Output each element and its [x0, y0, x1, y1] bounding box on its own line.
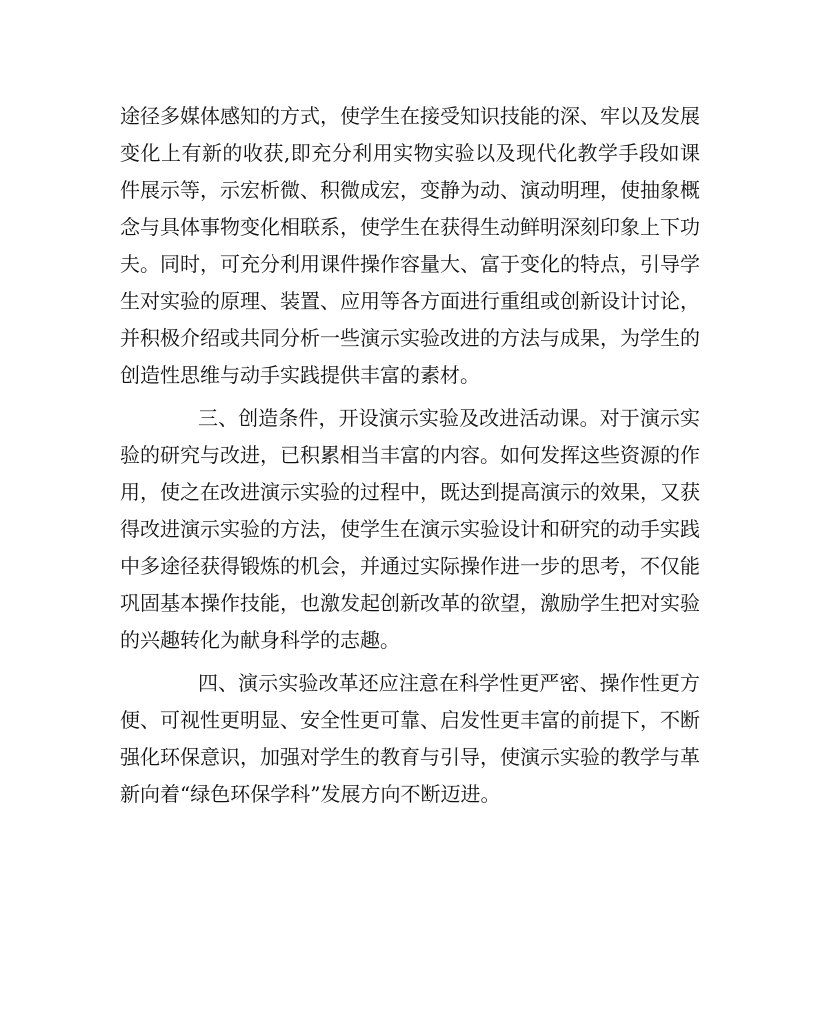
- paragraph-continuation: 途径多媒体感知的方式，使学生在接受知识技能的深、牢以及发展变化上有新的收获,即充分利用实物实验以及现代化教学手段如课件展示等，示宏析微、积微成宏，变静为动、演动明理，使抽象概念与具体事物变化相联系，使学生在获得生动鲜明深刻印象上下功夫。同时，可充分利用课件操作容量大、富于变化的特点，引导学生对实验的原理、装置、应用等各方面进行重组或创新设计讨论，并积极介绍或共同分析一些演示实验改进的方法与成果，为学生的创造性思维与动手实践提供丰富的素材。: [120, 104, 700, 387]
- document-body: [120, 98, 700, 819]
- paragraph-section-three: 三、创造条件，开设演示实验及改进活动课。对于演示实验的研究与改进，已积累相当丰富的内容。如何发挥这些资源的作用，使之在改进演示实验的过程中，既达到提高演示的效果，又获得改进演示实验的方法，使学生在演示实验设计和研究的动手实践中多途径获得锻炼的机会，并通过实际操作进一步的思考，不仅能巩固基本操作技能，也激发起创新改革的欲望，激励学生把对实验的兴趣转化为献身科学的志趣。: [120, 406, 700, 652]
- paragraph-section-four: 四、演示实验改革还应注意在科学性更严密、操作性更方便、可视性更明显、安全性更可靠、启发性更丰富的前提下，不断强化环保意识，加强对学生的教育与引导，使演示实验的教学与革新向着“绿色环保学科”发展方向不断迈进。: [120, 671, 700, 806]
